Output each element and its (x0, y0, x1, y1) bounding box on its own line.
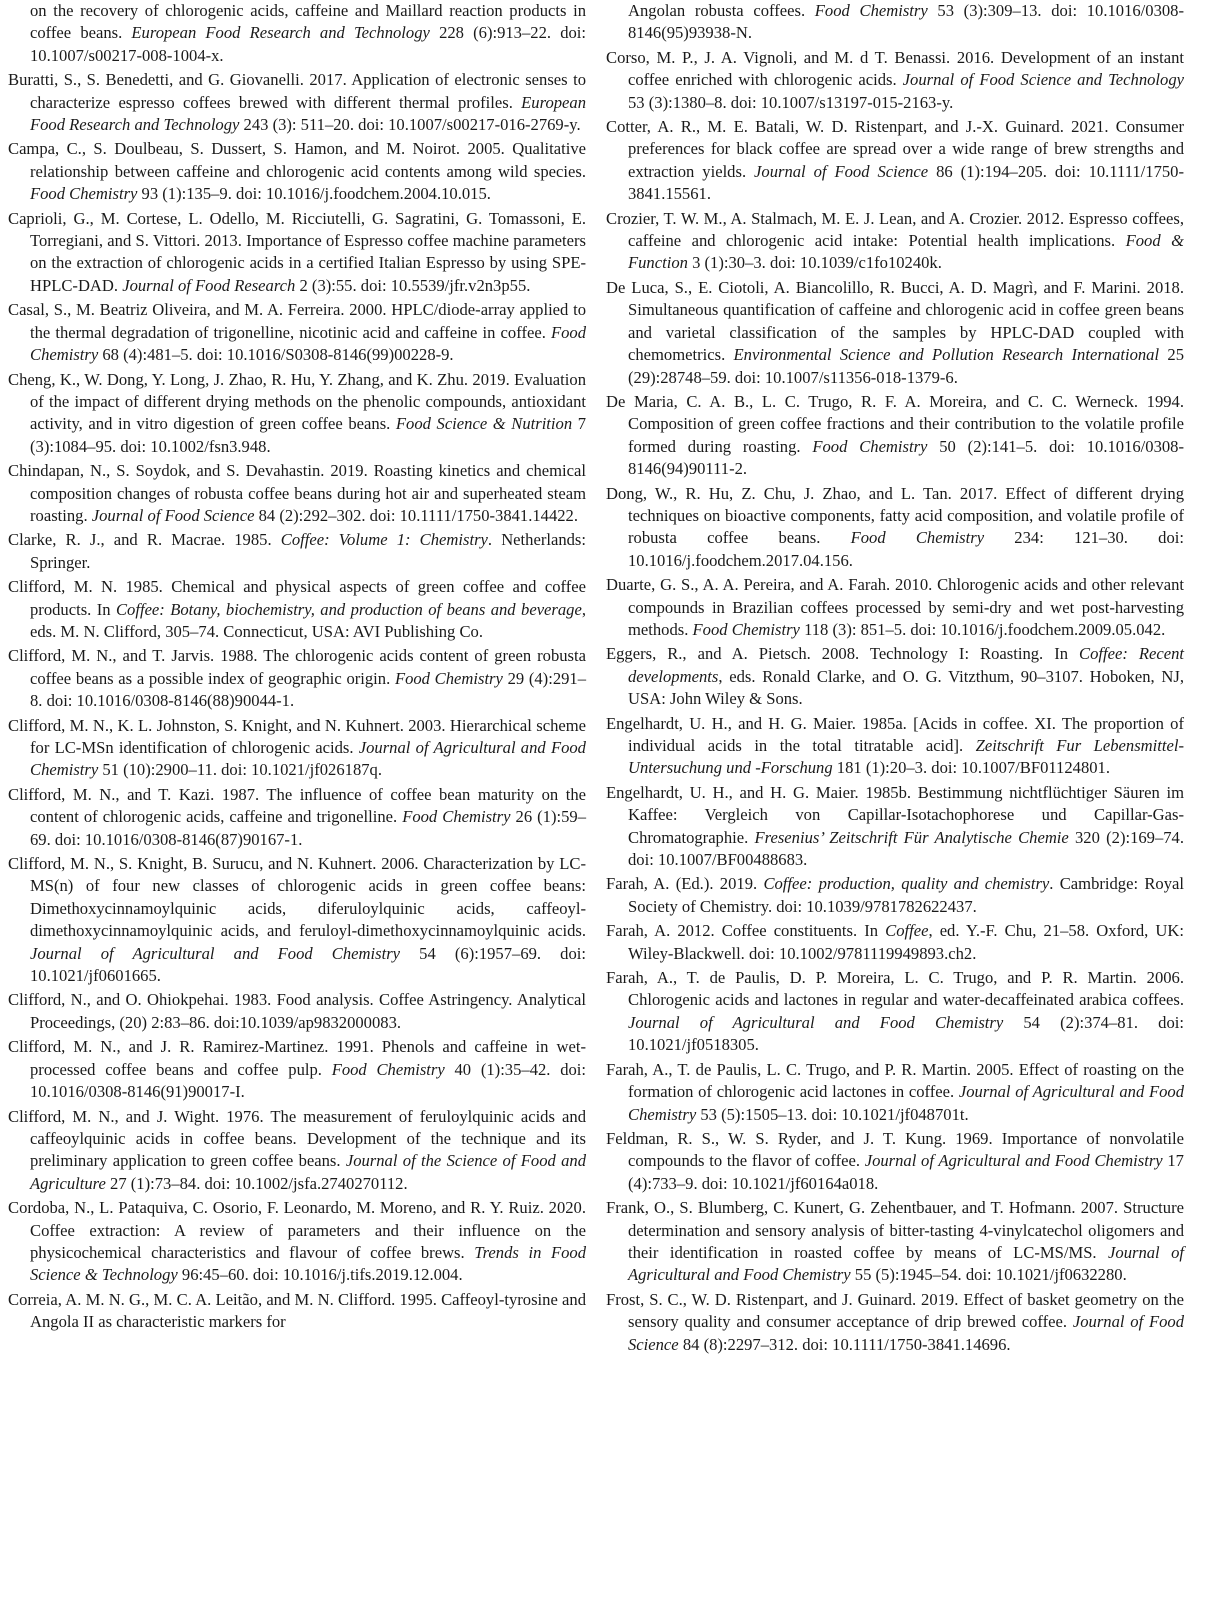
reference-text: , ed. Y.-F. Chu, 21–58. Oxford, UK: Wiley-Blackwell. doi: 10.1002/9781119949893.ch2. (628, 921, 1184, 963)
reference-entry (606, 713, 1184, 780)
reference-text: , eds. Ronald Clarke, and O. G. Vitzthum, 90–3107. Hoboken, NJ, USA: John Wiley & Sons. (628, 666, 1184, 709)
reference-text: 96:45–60. doi: 10.1016/j.tifs.2019.12.004. (177, 1265, 463, 1285)
reference-text: Engelhardt, U. H., and H. G. Maier. 1985b. Bestimmung nichtflüchtiger Säuren im Kaffee: Vergleich von Capillar-Isotachophorese und Capillar-Gas-Chromatographie. (606, 782, 1184, 847)
reference-source-title: Food Chemistry (394, 668, 503, 688)
reference-text: Clifford, N., and O. Ohiokpehai. 1983. Food analysis. Coffee Astringency. Analytical Proceedings, (20) 2:83–86. doi:10.1039/ap9832000083. (8, 990, 586, 1032)
reference-entry (606, 574, 1184, 641)
reference-text: 55 (5):1945–54. doi: 10.1021/jf0632280. (850, 1265, 1127, 1285)
reference-text: Clifford, M. N. 1985. Chemical and physical aspects of green coffee and coffee products. In (8, 577, 586, 619)
reference-text: Chindapan, N., S. Soydok, and S. Devahastin. 2019. Roasting kinetics and chemical composition changes of robusta coffee beans during hot air and superheated steam roasting. (8, 461, 586, 525)
reference-entry (8, 853, 586, 987)
reference-column-right (606, 0, 1184, 1356)
reference-text: Clifford, M. N., S. Knight, B. Surucu, and N. Kuhnert. 2006. Characterization by LC-MS(n) of four new classes of chlorogenic acids in green coffee beans: Dimethoxycinnamoylquinic acids, diferuloylquinic acids, caffeoyl-dimethoxycinnamoylquinic acids, and feruloyl-dimethoxycinnamoylquinic acids. (8, 854, 586, 941)
reference-source-title: Fresenius’ Zeitschrift Für Analytische Chemie (754, 827, 1069, 847)
reference-text: De Luca, S., E. Ciotoli, A. Biancolillo, R. Bucci, A. D. Magrì, and F. Marini. 2018. Simultaneous quantification of caffeine and chlorogenic acid in coffee green beans and varietal classification of the samples by HPLC-DAD coupled with chemometrics. (606, 277, 1184, 365)
reference-entry (606, 1289, 1184, 1356)
reference-entry (606, 1128, 1184, 1195)
reference-source-title: Food Chemistry (30, 184, 138, 204)
reference-text: . Netherlands: Springer. (30, 530, 586, 572)
reference-source-title: Food Chemistry (812, 436, 928, 456)
reference-text: Clifford, M. N., K. L. Johnston, S. Knight, and N. Kuhnert. 2003. Hierarchical scheme for LC-MSn identification of chlorogenic acids. (8, 715, 586, 757)
reference-text: Farah, A., T. de Paulis, D. P. Moreira, L. C. Trugo, and P. R. Martin. 2006. Chlorogenic acids and lactones in regular and water-decaffeinated arabica coffees. (606, 968, 1184, 1010)
reference-source-title: Journal of Agricultural and Food Chemistry (628, 1012, 1004, 1032)
reference-source-title: Food Science & Nutrition (395, 414, 573, 434)
reference-source-title: Coffee (885, 921, 929, 941)
reference-entry (606, 873, 1184, 918)
reference-text: 118 (3): 851–5. doi: 10.1016/j.foodchem.2009.05.042. (799, 619, 1166, 639)
reference-source-title: Journal of Agricultural and Food Chemistry (30, 943, 401, 963)
reference-source-title: Journal of Food Science (628, 1312, 1185, 1354)
reference-text: Eggers, R., and A. Pietsch. 2008. Technology I: Roasting. In (606, 644, 1080, 664)
reference-text: 53 (3):1380–8. doi: 10.1007/s13197-015-2163-y. (628, 92, 954, 112)
reference-entry (606, 208, 1184, 275)
reference-text: Farah, A. (Ed.). 2019. (606, 874, 764, 894)
reference-text: Clifford, M. N., and J. Wight. 1976. The measurement of feruloylquinic acids and caffeoylquinic acids in coffee beans. Development of the technique and its preliminary application to green coffee beans. (8, 1106, 586, 1171)
reference-source-title: Food Chemistry (850, 528, 985, 548)
reference-source-title: Journal of Agricultural and Food Chemistry (628, 1242, 1184, 1285)
reference-entry (8, 576, 586, 643)
reference-text: 84 (2):292–302. doi: 10.1111/1750-3841.14422. (254, 505, 578, 525)
reference-entry (8, 529, 586, 574)
reference-text: 50 (2):141–5. doi: 10.1016/0308-8146(94)90111-2. (628, 436, 1184, 479)
reference-text: 27 (1):73–84. doi: 10.1002/jsfa.2740270112. (105, 1173, 408, 1193)
reference-text: 25 (29):28748–59. doi: 10.1007/s11356-018-1379-6. (628, 345, 1184, 387)
reference-text: 181 (1):20–3. doi: 10.1007/BF01124801. (832, 758, 1110, 778)
reference-source-title: Food & Function (628, 231, 1184, 273)
reference-text: Clifford, M. N., and T. Jarvis. 1988. The chlorogenic acids content of green robusta coffee beans as a possible index of geographic origin. (8, 646, 586, 688)
reference-entry (606, 483, 1184, 573)
reference-text: Clifford, M. N., and T. Kazi. 1987. The influence of coffee bean maturity on the content of chlorogenic acids, caffeine and trigonelline. (8, 784, 586, 827)
reference-text: 54 (6):1957–69. doi: 10.1021/jf0601665. (30, 943, 586, 986)
reference-source-title: Food Chemistry (692, 619, 800, 639)
reference-source-title: Environmental Science and Pollution Research International (733, 345, 1160, 365)
reference-text: 53 (5):1505–13. doi: 10.1021/jf048701t. (696, 1104, 969, 1124)
reference-text: 29 (4):291–8. doi: 10.1016/0308-8146(88)90044-1. (30, 668, 587, 711)
reference-entry (606, 116, 1184, 206)
reference-source-title: Food Chemistry (331, 1059, 445, 1079)
reference-text: Caprioli, G., M. Cortese, L. Odello, M. Ricciutelli, G. Sagratini, G. Tomassoni, E. Torregiani, and S. Vittori. 2013. Importance of Espresso coffee machine parameters on the extraction of chlorogenic acids in a certified Italian Espresso by using SPE-HPLC-DAD. (8, 208, 586, 295)
reference-text: 320 (2):169–74. doi: 10.1007/BF00488683. (628, 827, 1185, 870)
reference-source-title: Food Chemistry (30, 322, 586, 365)
reference-entry (8, 645, 586, 712)
reference-source-title: Journal of Food Science and Technology (902, 70, 1184, 90)
reference-text: Casal, S., M. Beatriz Oliveira, and M. A. Ferreira. 2000. HPLC/diode-array applied to the thermal degradation of trigonelline, nicotinic acid and caffeine in coffee. (8, 300, 586, 342)
reference-source-title: Food Chemistry (814, 1, 928, 20)
reference-text: Cotter, A. R., M. E. Batali, W. D. Ristenpart, and J.-X. Guinard. 2021. Consumer preferences for black coffee are spread over a wide range of brew strengths and extraction yields. (606, 117, 1184, 181)
reference-text: 234: 121–30. doi: 10.1016/j.foodchem.2017.04.156. (628, 528, 1184, 570)
reference-text: Frost, S. C., W. D. Ristenpart, and J. Guinard. 2019. Effect of basket geometry on the sensory quality and consumer acceptance of drip brewed coffee. (606, 1289, 1184, 1332)
reference-text: 228 (6):913–22. doi: 10.1007/s00217-008-1004-x. (30, 23, 587, 65)
reference-entry (606, 1059, 1184, 1126)
reference-text: Correia, A. M. N. G., M. C. A. Leitão, and M. N. Clifford. 1995. Caffeoyl-tyrosine and Angola II as characteristic markers for (8, 1289, 586, 1332)
reference-column-left (8, 0, 586, 1334)
reference-text: 3 (1):30–3. doi: 10.1039/c1fo10240k. (687, 253, 942, 273)
reference-text: 54 (2):374–81. doi: 10.1021/jf0518305. (628, 1012, 1184, 1055)
reference-entry (606, 277, 1184, 389)
reference-entry (606, 47, 1184, 114)
reference-entry (8, 208, 586, 298)
reference-text: Clifford, M. N., and J. R. Ramirez-Martinez. 1991. Phenols and caffeine in wet-processed coffee beans and coffee pulp. (8, 1037, 586, 1079)
reference-source-title: Zeitschrift Fur Lebensmittel-Untersuchung und -Forschung (628, 736, 1184, 778)
reference-text: Angolan robusta coffees. (628, 1, 815, 20)
reference-entry (8, 1197, 586, 1287)
reference-text: on the recovery of chlorogenic acids, caffeine and Maillard reaction products in coffee beans. (30, 1, 586, 43)
reference-text: Campa, C., S. Doulbeau, S. Dussert, S. Hamon, and M. Noirot. 2005. Qualitative relationship between caffeine and chlorogenic acid contents among wild species. (8, 139, 586, 181)
reference-text: Duarte, G. S., A. A. Pereira, and A. Farah. 2010. Chlorogenic acids and other relevant compounds in Brazilian coffees processed by semi-dry and wet post-harvesting methods. (606, 575, 1184, 639)
reference-text: Corso, M. P., J. A. Vignoli, and M. d T. Benassi. 2016. Development of an instant coffee enriched with chlorogenic acids. (606, 47, 1184, 90)
reference-source-title: Coffee: Recent developments (628, 644, 1184, 686)
reference-source-title: Journal of the Science of Food and Agriculture (30, 1151, 586, 1193)
reference-text: Dong, W., R. Hu, Z. Chu, J. Zhao, and L. Tan. 2017. Effect of different drying techniques on bioactive components, fatty acid composition, and volatile profile of robusta coffee beans. (606, 483, 1184, 548)
reference-source-title: Coffee: Volume 1: Chemistry (280, 530, 488, 550)
reference-text: 26 (1):59–69. doi: 10.1016/0308-8146(87)90167-1. (30, 807, 586, 849)
reference-source-title: Food Chemistry (402, 807, 511, 827)
reference-source-title: European Food Research and Technology (131, 23, 430, 43)
reference-text: 53 (3):309–13. doi: 10.1016/0308-8146(95)93938-N. (628, 1, 1184, 43)
reference-source-title: Trends in Food Science & Technology (30, 1242, 586, 1285)
reference-source-title: Journal of Agricultural and Food Chemistry (628, 1082, 1184, 1124)
reference-text: Farah, A., T. de Paulis, L. C. Trugo, and P. R. Martin. 2005. Effect of roasting on the formation of chlorogenic acid lactones in coffee. (606, 1059, 1184, 1102)
reference-text: Frank, O., S. Blumberg, C. Kunert, G. Zehentbauer, and T. Hofmann. 2007. Structure determination and sensory analysis of bitter-tasting 4-vinylcatechol oligomers and their identification in roasted coffee by means of LC-MS/MS. (606, 1198, 1184, 1262)
reference-text: Crozier, T. W. M., A. Stalmach, M. E. J. Lean, and A. Crozier. 2012. Espresso coffees, caffeine and chlorogenic acid intake: Potential health implications. (606, 208, 1184, 251)
reference-text: , eds. M. N. Clifford, 305–74. Connecticut, USA: AVI Publishing Co. (30, 599, 586, 641)
reference-text: 86 (1):194–205. doi: 10.1111/1750-3841.15561. (628, 161, 1184, 204)
reference-source-title: Journal of Food Science (91, 505, 255, 525)
reference-entry (606, 967, 1184, 1057)
reference-entry (606, 391, 1184, 481)
reference-source-title: Journal of Food Research (122, 275, 296, 295)
reference-text: Buratti, S., S. Benedetti, and G. Giovanelli. 2017. Application of electronic senses to characterize espresso coffees brewed with different thermal profiles. (8, 70, 586, 112)
reference-text: Clarke, R. J., and R. Macrae. 1985. (8, 530, 281, 550)
reference-text: Farah, A. 2012. Coffee constituents. In (606, 921, 886, 941)
reference-text: 68 (4):481–5. doi: 10.1016/S0308-8146(99)00228-9. (98, 345, 454, 365)
reference-entry (8, 1289, 586, 1334)
reference-entry (8, 369, 586, 459)
reference-source-title: Coffee: Botany, biochemistry, and production of beans and beverage (115, 599, 582, 619)
reference-text: Feldman, R. S., W. S. Ryder, and J. T. Kung. 1969. Importance of nonvolatile compounds to the flavor of coffee. (606, 1128, 1184, 1171)
reference-entry (8, 69, 586, 136)
reference-text: 7 (3):1084–95. doi: 10.1002/fsn3.948. (30, 414, 587, 456)
reference-text: Cheng, K., W. Dong, Y. Long, J. Zhao, R. Hu, Y. Zhang, and K. Zhu. 2019. Evaluation of the impact of different drying methods on the phenolic compounds, antioxidant activity, and in vitro digestion of green coffee beans. (8, 369, 586, 434)
reference-entry (8, 138, 586, 205)
reference-entry (606, 782, 1184, 872)
reference-entry (8, 989, 586, 1034)
reference-text: 93 (1):135–9. doi: 10.1016/j.foodchem.2004.10.015. (137, 184, 491, 204)
reference-source-title: Journal of Agricultural and Food Chemistry (864, 1151, 1163, 1171)
reference-entry (8, 715, 586, 782)
reference-text: 84 (8):2297–312. doi: 10.1111/1750-3841.14696. (678, 1334, 1011, 1354)
reference-text: 17 (4):733–9. doi: 10.1021/jf60164a018. (628, 1151, 1184, 1193)
reference-text: De Maria, C. A. B., L. C. Trugo, R. F. A. Moreira, and C. C. Werneck. 1994. Composition of green coffee fractions and their contribution to the volatile profile formed during roasting. (606, 391, 1184, 456)
reference-entry (8, 0, 586, 67)
reference-text: 2 (3):55. doi: 10.5539/jfr.v2n3p55. (295, 275, 531, 295)
reference-entry (606, 643, 1184, 710)
reference-source-title: Journal of Agricultural and Food Chemistry (30, 738, 586, 780)
reference-text: 40 (1):35–42. doi: 10.1016/0308-8146(91)90017-I. (30, 1059, 587, 1102)
reference-entry (606, 0, 1184, 45)
reference-text: 243 (3): 511–20. doi: 10.1007/s00217-016-2769-y. (239, 115, 581, 135)
reference-source-title: Journal of Food Science (754, 161, 929, 181)
reference-source-title: European Food Research and Technology (30, 92, 586, 135)
reference-text: . Cambridge: Royal Society of Chemistry. doi: 10.1039/9781782622437. (628, 874, 1185, 916)
reference-entry (606, 920, 1184, 965)
reference-text: 51 (10):2900–11. doi: 10.1021/jf026187q. (98, 760, 382, 780)
reference-entry (606, 1197, 1184, 1287)
reference-source-title: Coffee: production, quality and chemistry (763, 874, 1050, 894)
reference-entry (8, 1036, 586, 1103)
reference-entry (8, 460, 586, 527)
reference-entry (8, 299, 586, 366)
reference-entry (8, 1106, 586, 1196)
reference-text: Cordoba, N., L. Pataquiva, C. Osorio, F. Leonardo, M. Moreno, and R. Y. Ruiz. 2020. Coffee extraction: A review of parameters and their influence on the physicochemical characteristics and flavour of coffee brews. (8, 1198, 586, 1262)
reference-entry (8, 784, 586, 851)
reference-text: Engelhardt, U. H., and H. G. Maier. 1985a. [Acids in coffee. XI. The proportion of individual acids in the total titratable acid]. (606, 713, 1184, 755)
